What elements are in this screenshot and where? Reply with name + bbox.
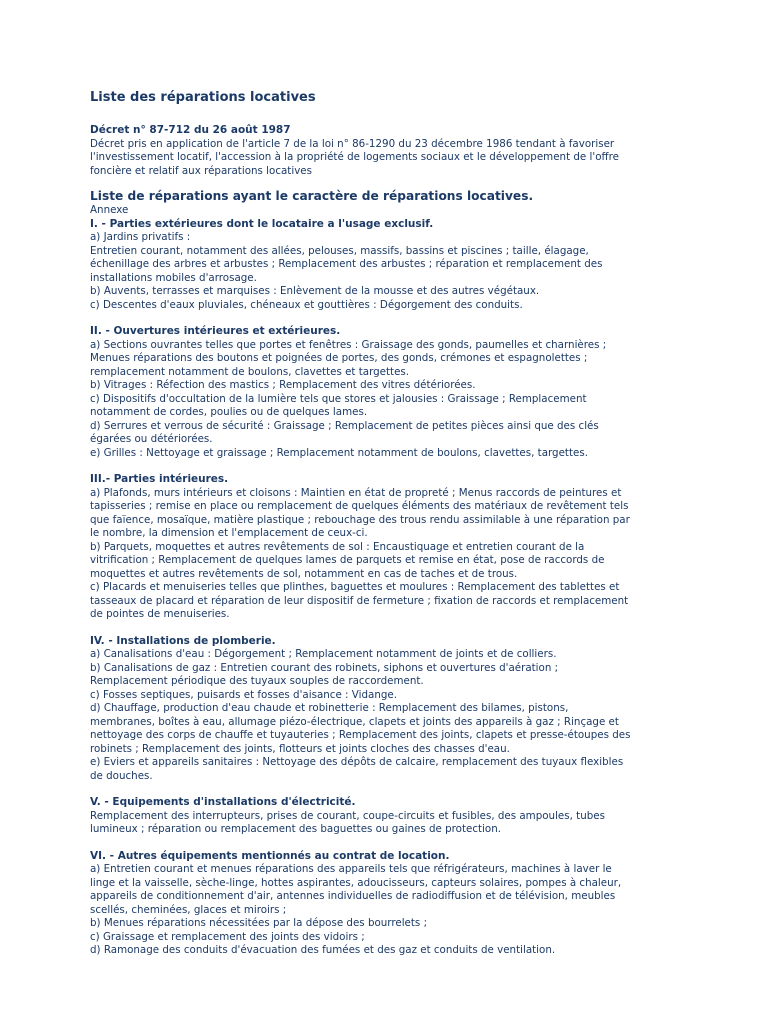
section-line: linge et la vaisselle, sèche-linge, hottes aspirantes, adoucisseurs, capteurs solaires, pompes à chaleur,	[90, 876, 622, 889]
section-line: notamment de cordes, poulies ou de quelques lames.	[90, 406, 368, 418]
section-line: d) Chauffage, production d'eau chaude et robinetterie : Remplacement des bilames, pistons,	[90, 702, 569, 714]
section-line: b) Menues réparations nécessitées par la dépose des bourrelets ;	[90, 917, 428, 929]
section-line: c) Fosses septiques, puisards et fosses d'aisance : Vidange.	[90, 688, 397, 701]
decree-text-line: foncière et relatif aux réparations locatives	[90, 164, 312, 177]
section-line: d) Ramonage des conduits d'évacuation des fumées et des gaz et conduits de ventilation.	[90, 944, 556, 956]
section-line: tapisseries ; remise en place ou remplacement de quelques éléments des matériaux de revêtement tels	[90, 500, 629, 512]
section	[90, 473, 678, 622]
section-line: a) Entretien courant et menues réparations des appareils tels que réfrigérateurs, machines à laver le	[90, 863, 612, 875]
section-heading: I. - Parties extérieures dont le locataire a l'usage exclusif.	[90, 217, 434, 230]
section-line: moquettes et autres revêtements de sol, notamment en cas de taches et de trous.	[90, 567, 518, 580]
section-line: égarées ou détériorées.	[90, 433, 213, 445]
list-title: Liste de réparations ayant le caractère de réparations locatives.	[90, 189, 534, 203]
decree-text-line: l'investissement locatif, l'accession à la propriété de logements sociaux et le développement de l'offre	[90, 151, 619, 163]
section-line: appareils de conditionnement d'air, antennes individuelles de radiodiffusion et de télévision, meubles	[90, 890, 616, 902]
section	[90, 218, 678, 313]
section-line: b) Parquets, moquettes et autres revêtements de sol : Encaustiquage et entretien courant de la	[90, 540, 585, 553]
section-line: nettoyage des corps de chauffe et tuyauteries ; Remplacement des joints, clapets et presse-étoupes des	[90, 729, 631, 741]
section-line: a) Canalisations d'eau : Dégorgement ; Remplacement notamment de joints et de colliers.	[90, 648, 557, 660]
section	[90, 635, 678, 784]
sections-container	[90, 218, 678, 958]
section-line: c) Dispositifs d'occultation de la lumière tels que stores et jalousies : Graissage ; Remplacement	[90, 392, 587, 405]
section-line: vitrification ; Remplacement de quelques lames de parquets et remise en état, pose de raccords de	[90, 554, 605, 566]
section-line: scellés, cheminées, glaces et miroirs ;	[90, 903, 287, 916]
section-line: b) Auvents, terrasses et marquises : Enlèvement de la mousse et des autres végétaux.	[90, 285, 540, 297]
section-line: b) Vitrages : Réfection des mastics ; Remplacement des vitres détériorées.	[90, 379, 476, 391]
section-heading: IV. - Installations de plomberie.	[90, 634, 276, 647]
section-line: robinets ; Remplacement des joints, flotteurs et joints cloches des chasses d'eau.	[90, 742, 510, 755]
decree-text-line: Décret pris en application de l'article 7 de la loi n° 86-1290 du 23 décembre 1986 tendant à favoriser	[90, 137, 615, 150]
section-line: d) Serrures et verrous de sécurité : Graissage ; Remplacement de petites pièces ainsi que des clés	[90, 419, 599, 432]
section-line: de pointes de menuiseries.	[90, 608, 230, 620]
section-line: Menues réparations des boutons et poignées de portes, des gonds, crémones et espagnolettes ;	[90, 352, 588, 364]
section-line: a) Sections ouvrantes telles que portes et fenêtres : Graissage des gonds, paumelles et charnières ;	[90, 338, 607, 351]
section-line: e) Eviers et appareils sanitaires : Nettoyage des dépôts de calcaire, remplacement des tuyaux flexibles	[90, 756, 624, 768]
section-line: lumineux ; réparation ou remplacement des baguettes ou gaines de protection.	[90, 823, 502, 835]
section-line: que faïence, mosaïque, matière plastique ; rebouchage des trous rendu assimilable à une réparation par	[90, 513, 630, 526]
section-line: a) Plafonds, murs intérieurs et cloisons : Maintien en état de propreté ; Menus raccords de peintures et	[90, 486, 622, 499]
section-line: b) Canalisations de gaz : Entretien courant des robinets, siphons et ouvertures d'aération ;	[90, 661, 559, 674]
section-line: Remplacement périodique des tuyaux souples de raccordement.	[90, 675, 424, 687]
section-line: tasseaux de placard et réparation de leur dispositif de fermeture ; fixation de raccords et remplacement	[90, 594, 629, 607]
section-heading: V. - Equipements d'installations d'électricité.	[90, 796, 356, 808]
document-title: Liste des réparations locatives	[90, 90, 316, 105]
section-heading: II. - Ouvertures intérieures et extérieures.	[90, 325, 341, 337]
section	[90, 850, 678, 958]
section-line: le nombre, la dimension et l'emplacement de ceux-ci.	[90, 527, 368, 539]
decree-heading: Décret n° 87-712 du 26 août 1987	[90, 124, 291, 136]
decree-text	[90, 138, 678, 179]
section-line: de douches.	[90, 769, 153, 782]
section-line: a) Jardins privatifs :	[90, 231, 191, 243]
section-line: remplacement notamment de boulons, clavettes et targettes.	[90, 365, 410, 378]
section-line: c) Graissage et remplacement des joints des vidoirs ;	[90, 930, 365, 943]
section-line: Remplacement des interrupteurs, prises de courant, coupe-circuits et fusibles, des ampoules, tubes	[90, 809, 605, 822]
section-heading: VI. - Autres équipements mentionnés au contrat de location.	[90, 849, 450, 862]
section	[90, 796, 678, 837]
section-line: Entretien courant, notamment des allées, pelouses, massifs, bassins et piscines ; taille, élagage,	[90, 244, 589, 257]
section-line: installations mobiles d'arrosage.	[90, 271, 257, 284]
annex-label: Annexe	[90, 204, 129, 216]
section	[90, 325, 678, 460]
section-line: e) Grilles : Nettoyage et graissage ; Remplacement notamment de boulons, clavettes, targettes.	[90, 446, 588, 459]
section-line: c) Placards et menuiseries telles que plinthes, baguettes et moulures : Remplacement des tablettes et	[90, 581, 620, 593]
section-heading: III.- Parties intérieures.	[90, 473, 229, 485]
section-line: échenillage des arbres et arbustes ; Remplacement des arbustes ; réparation et remplacement des	[90, 258, 603, 270]
section-line: membranes, boîtes à eau, allumage piézo-électrique, clapets et joints des appareils à gaz ; Rinçage et	[90, 715, 619, 728]
section-line: c) Descentes d'eaux pluviales, chéneaux et gouttières : Dégorgement des conduits.	[90, 298, 523, 311]
